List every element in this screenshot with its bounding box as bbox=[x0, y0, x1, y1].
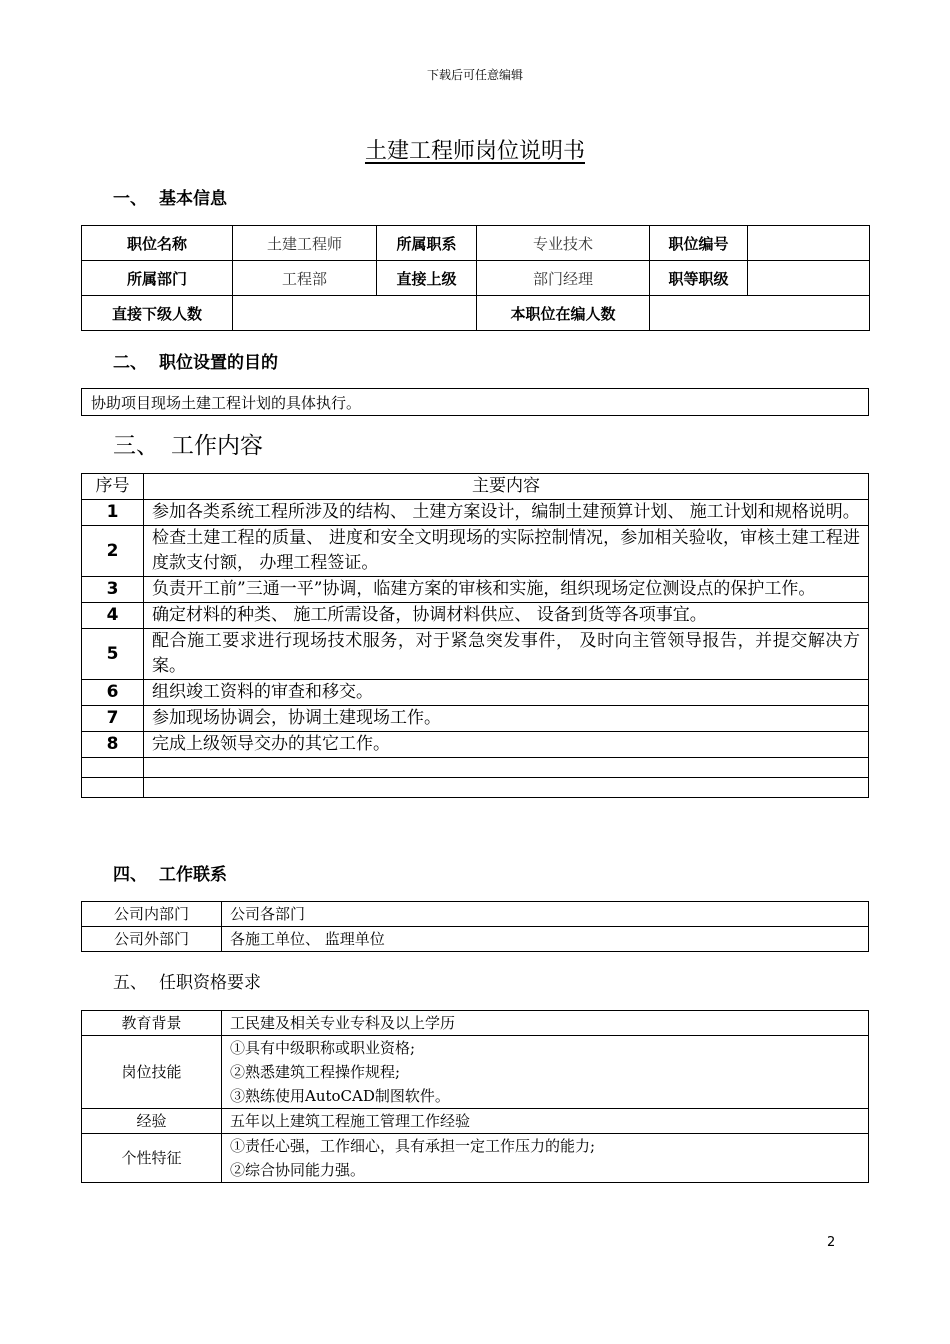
personality-item: ②综合协同能力强。 bbox=[230, 1161, 366, 1179]
purpose-text: 协助项目现场土建工程计划的具体执行。 bbox=[82, 389, 869, 416]
section-label: 工作内容 bbox=[171, 433, 263, 459]
row-content: 参加现场协调会，协调土建现场工作。 bbox=[144, 706, 869, 732]
column-header-no: 序号 bbox=[82, 474, 144, 500]
row-content: 配合施工要求进行现场技术服务，对于紧急突发事件， 及时向主管领导报告，并提交解决方案。 bbox=[144, 629, 869, 680]
table-row bbox=[82, 389, 869, 416]
table-row bbox=[82, 1036, 869, 1109]
table-row bbox=[82, 732, 869, 758]
grade-label: 职等职级 bbox=[650, 261, 748, 296]
header-note: 下载后可任意编辑 bbox=[426, 68, 523, 82]
table-row bbox=[82, 226, 870, 261]
page-number: 2 bbox=[827, 1235, 836, 1250]
external-label: 公司外部门 bbox=[82, 927, 222, 952]
headcount-value bbox=[650, 296, 870, 331]
table-row-empty bbox=[82, 758, 869, 778]
subordinates-value bbox=[233, 296, 477, 331]
table-row bbox=[82, 261, 870, 296]
table-row bbox=[82, 629, 869, 680]
basic-info-table bbox=[81, 225, 870, 331]
section-label: 工作联系 bbox=[159, 865, 227, 885]
table-row bbox=[82, 500, 869, 526]
table-row bbox=[82, 927, 869, 952]
skills-label: 岗位技能 bbox=[82, 1036, 222, 1109]
department-value: 工程部 bbox=[233, 261, 377, 296]
section-label: 职位设置的目的 bbox=[159, 353, 278, 373]
row-content: 负责开工前”三通一平”协调，临建方案的审核和实施，组织现场定位测设点的保护工作。 bbox=[144, 577, 869, 603]
row-number: 6 bbox=[82, 680, 144, 706]
table-header-row bbox=[82, 474, 869, 500]
superior-label: 直接上级 bbox=[377, 261, 477, 296]
row-content: 组织竣工资料的审查和移交。 bbox=[144, 680, 869, 706]
internal-label: 公司内部门 bbox=[82, 902, 222, 927]
table-row bbox=[82, 902, 869, 927]
section-number: 五、 bbox=[113, 973, 147, 993]
position-name-value: 土建工程师 bbox=[233, 226, 377, 261]
section-number: 二、 bbox=[113, 353, 147, 373]
position-code-label: 职位编号 bbox=[650, 226, 748, 261]
position-name-label: 职位名称 bbox=[82, 226, 233, 261]
section-label: 基本信息 bbox=[159, 189, 227, 209]
section-heading-work-content bbox=[113, 427, 263, 460]
purpose-table bbox=[81, 388, 869, 416]
row-number: 2 bbox=[82, 526, 144, 577]
skill-item: ②熟悉建筑工程操作规程; bbox=[230, 1063, 401, 1081]
section-heading-contacts bbox=[113, 860, 227, 885]
page-title bbox=[0, 134, 950, 165]
personality-label: 个性特征 bbox=[82, 1134, 222, 1183]
empty-cell bbox=[144, 758, 869, 778]
table-row bbox=[82, 296, 870, 331]
table-row bbox=[82, 577, 869, 603]
section-heading-qualifications bbox=[113, 968, 261, 993]
section-heading-basic-info bbox=[113, 184, 227, 209]
section-heading-purpose bbox=[113, 348, 278, 373]
table-row bbox=[82, 1134, 869, 1183]
column-header-content: 主要内容 bbox=[144, 474, 869, 500]
table-row bbox=[82, 1011, 869, 1036]
internal-value: 公司各部门 bbox=[222, 902, 869, 927]
experience-label: 经验 bbox=[82, 1109, 222, 1134]
table-row bbox=[82, 680, 869, 706]
empty-cell bbox=[82, 778, 144, 798]
headcount-label: 本职位在编人数 bbox=[477, 296, 650, 331]
section-label: 任职资格要求 bbox=[159, 973, 261, 993]
grade-value bbox=[748, 261, 870, 296]
external-value: 各施工单位、 监理单位 bbox=[222, 927, 869, 952]
row-number: 5 bbox=[82, 629, 144, 680]
personality-value bbox=[222, 1134, 869, 1183]
empty-cell bbox=[144, 778, 869, 798]
skill-item: ③熟练使用AutoCAD制图软件。 bbox=[230, 1087, 450, 1105]
superior-value: 部门经理 bbox=[477, 261, 650, 296]
empty-cell bbox=[82, 758, 144, 778]
subordinates-label: 直接下级人数 bbox=[82, 296, 233, 331]
row-number: 4 bbox=[82, 603, 144, 629]
section-number: 三、 bbox=[113, 433, 159, 459]
skill-item: ①具有中级职称或职业资格; bbox=[230, 1039, 416, 1057]
row-content: 检查土建工程的质量、 进度和安全文明现场的实际控制情况，参加相关验收，审核土建工程进度款支付额， 办理工程签证。 bbox=[144, 526, 869, 577]
row-number: 3 bbox=[82, 577, 144, 603]
row-number: 7 bbox=[82, 706, 144, 732]
row-content: 完成上级领导交办的其它工作。 bbox=[144, 732, 869, 758]
job-family-label: 所属职系 bbox=[377, 226, 477, 261]
section-number: 四、 bbox=[113, 865, 147, 885]
table-row bbox=[82, 526, 869, 577]
position-code-value bbox=[748, 226, 870, 261]
personality-item: ①责任心强，工作细心，具有承担一定工作压力的能力; bbox=[230, 1137, 596, 1155]
table-row bbox=[82, 706, 869, 732]
row-content: 参加各类系统工程所涉及的结构、 土建方案设计，编制土建预算计划、 施工计划和规格说明。 bbox=[144, 500, 869, 526]
row-number: 8 bbox=[82, 732, 144, 758]
work-content-table bbox=[81, 473, 869, 798]
qualifications-table bbox=[81, 1010, 869, 1183]
skills-value bbox=[222, 1036, 869, 1109]
title-text: 土建工程师岗位说明书 bbox=[364, 139, 585, 164]
row-content: 确定材料的种类、 施工所需设备，协调材料供应、 设备到货等各项事宜。 bbox=[144, 603, 869, 629]
section-number: 一、 bbox=[113, 189, 147, 209]
experience-value: 五年以上建筑工程施工管理工作经验 bbox=[222, 1109, 869, 1134]
table-row-empty bbox=[82, 778, 869, 798]
education-label: 教育背景 bbox=[82, 1011, 222, 1036]
department-label: 所属部门 bbox=[82, 261, 233, 296]
table-row bbox=[82, 1109, 869, 1134]
row-number: 1 bbox=[82, 500, 144, 526]
education-value: 工民建及相关专业专科及以上学历 bbox=[222, 1011, 869, 1036]
contacts-table bbox=[81, 901, 869, 952]
job-family-value: 专业技术 bbox=[477, 226, 650, 261]
table-row bbox=[82, 603, 869, 629]
